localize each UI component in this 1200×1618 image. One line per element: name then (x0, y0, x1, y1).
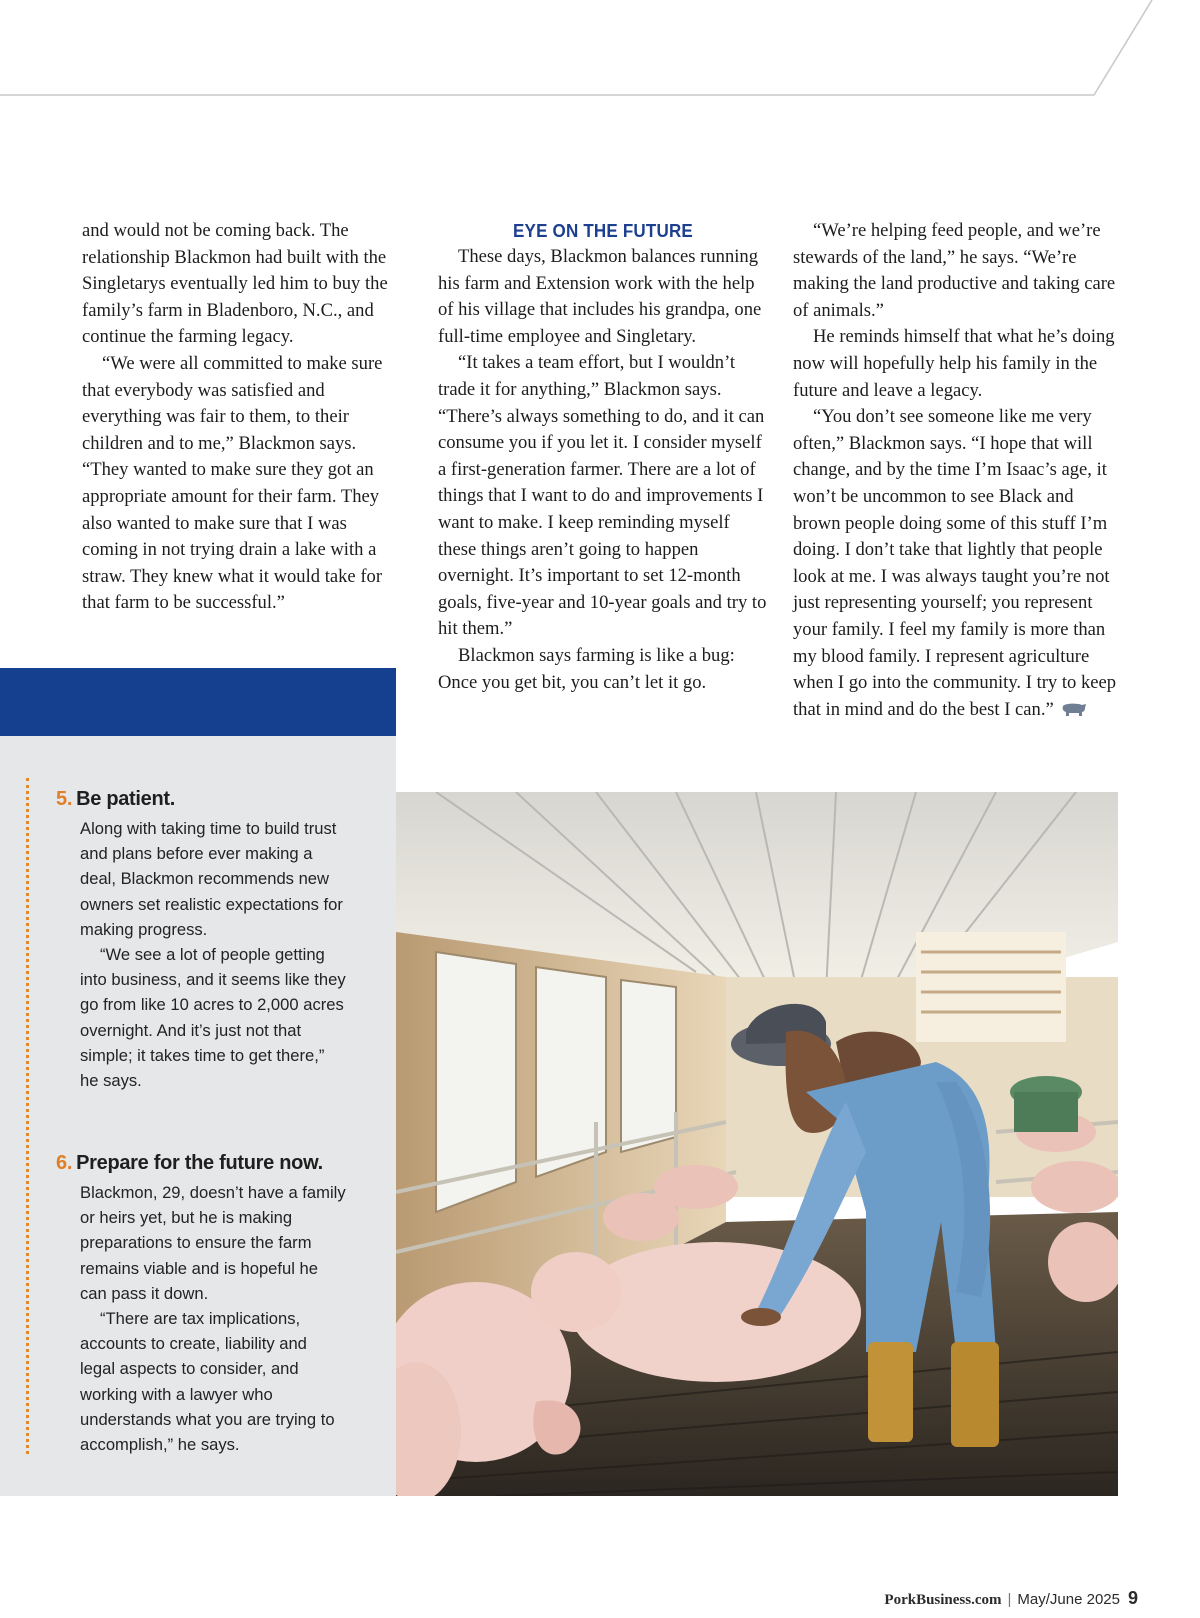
article-column-2 (438, 218, 768, 696)
tip-number: 5. (56, 788, 73, 810)
article-column-3 (793, 218, 1123, 723)
tip-heading (56, 786, 346, 812)
article-paragraph: He reminds himself that what he’s doing now will hopefully help his family in the future and leave a legacy. (793, 326, 1115, 401)
article-paragraph: These days, Blackmon balances running his farm and Extension work with the help of his village that includes his grandpa, one full-time employee and Singletary. (438, 246, 762, 347)
tip-paragraph: “There are tax implications, accounts to create, liability and legal aspects to consider, and working with a lawyer who understands what you are trying to accomplish,” he says. (80, 1309, 335, 1455)
article-paragraph: “You don’t see someone like me very often,” Blackmon says. “I hope that will change, and by the time I’m Isaac’s age, it won’t be uncommon to see Black and brown people doing some of this stuff I’m doing. I don’t take that lightly that people look at me. I was always taught you’re not just representing yourself; you represent your family. I feel my family is more than my blood family. I represent agriculture when I go into the community. I try to keep that in mind and do the best I can.” (793, 406, 1117, 720)
pig-icon (1060, 701, 1088, 717)
tip-paragraph: Along with taking time to build trust and plans before ever making a deal, Blackmon recommends new owners set realistic expectations for making progress. (80, 819, 343, 939)
tip-title: Prepare for the future now. (76, 1152, 323, 1174)
dotted-rule (26, 778, 29, 1454)
tip-title: Be patient. (76, 788, 176, 810)
article-paragraph: “We were all committed to make sure that everybody was satisfied and everything was fair to them, to their children and to me,” Blackmon says. “They wanted to make sure they got an appropriate amount for their farm. They also wanted to make sure that I was coming in not trying drain a lake with a straw. They knew what it would take for that farm to be successful.” (82, 352, 383, 614)
sidebar-header-band (0, 668, 396, 736)
article-paragraph: “It takes a team effort, but I wouldn’t trade it for anything,” Blackmon says. “There’s always something to do, and it can consume you if you let it. I consider myself a first-generation farmer. There are a lot of things that I want to do and improvements I want to make. I keep reminding myself these things aren’t going to happen overnight. It’s important to set 12-month goals, five-year and 10-year goals and try to hit them.” (438, 352, 767, 640)
barn-photo (396, 792, 1118, 1496)
tip-5 (56, 786, 346, 1093)
page-footer (884, 1588, 1138, 1609)
footer-separator: | (1007, 1591, 1012, 1608)
page-number: 9 (1127, 1588, 1138, 1608)
tip-heading (56, 1150, 346, 1176)
article-paragraph: Blackmon says farming is like a bug: Once you get bit, you can’t let it go. (438, 644, 735, 693)
tip-paragraph: Blackmon, 29, doesn’t have a family or heirs yet, but he is making preparations to ensure the farm remains viable and is hopeful he can pass it down. (80, 1183, 346, 1303)
header-rule (0, 0, 1200, 100)
article-paragraph: and would not be coming back. The relationship Blackmon had built with the Singletarys eventually led him to buy the family’s farm in Bladenboro, N.C., and continue the farming legacy. (82, 220, 388, 348)
tip-paragraph: “We see a lot of people getting into business, and it seems like they go from like 10 acres to 2,000 acres overnight. And it’s just not that simple; it takes time to get there,” he says. (80, 945, 346, 1091)
article-paragraph: “We’re helping feed people, and we’re stewards of the land,” he says. “We’re making the land productive and taking care of animals.” (793, 220, 1116, 321)
footer-issue: May/June 2025 (1017, 1591, 1120, 1608)
tip-number: 6. (56, 1152, 73, 1174)
footer-site: PorkBusiness.com (884, 1592, 1002, 1608)
section-subhead: EYE ON THE FUTURE (513, 220, 693, 241)
tip-6 (56, 1150, 346, 1457)
article-column-1 (82, 218, 404, 617)
